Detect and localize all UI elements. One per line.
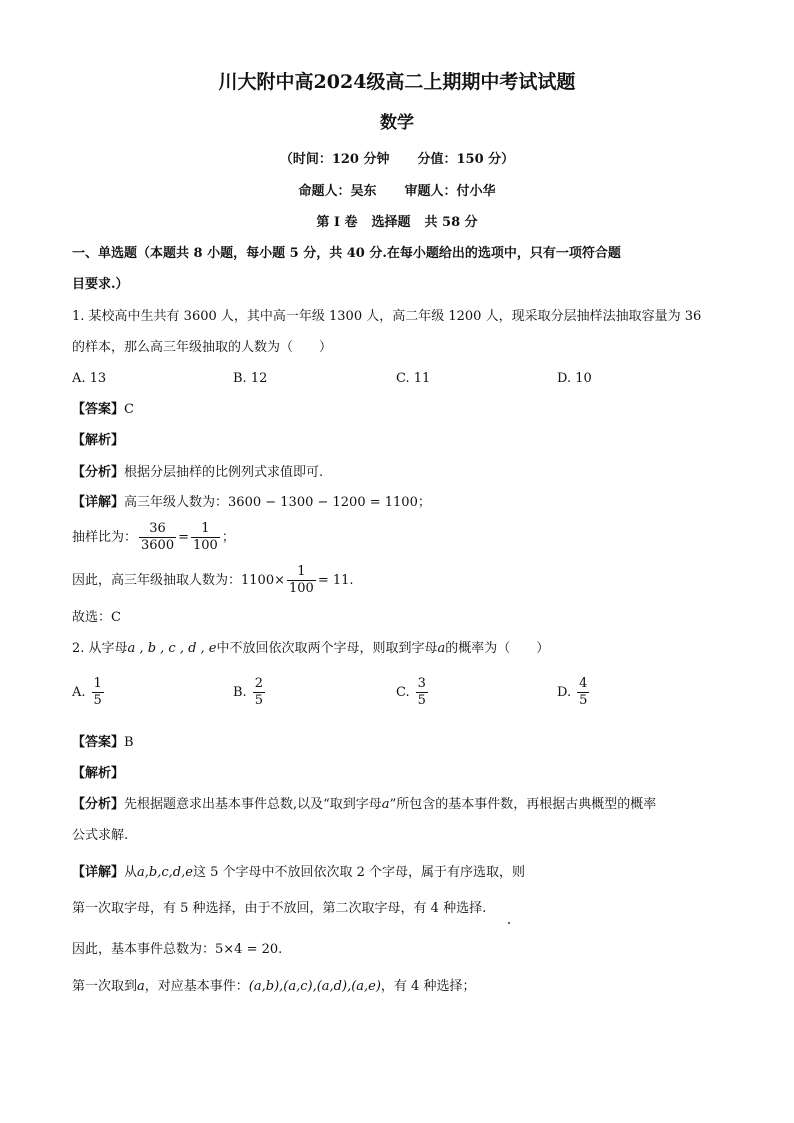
option-fraction	[92, 676, 104, 709]
q2-option-c	[396, 676, 428, 709]
subject-title: 数学	[380, 113, 414, 133]
q2-text-pre: 2. 从字母	[72, 641, 128, 656]
step3-math-a: 1100×	[241, 573, 285, 588]
q1-fenxi	[72, 464, 323, 482]
detail1-pre: 从	[124, 865, 138, 880]
option-fraction	[577, 676, 589, 709]
fenxi-text: 先根据题意求出基本事件总数,以及“取到字母	[124, 797, 382, 812]
time-info: （时间：120 分钟	[279, 152, 390, 167]
frac-denominator: 5	[254, 693, 263, 708]
fenxi-text: 根据分层抽样的比例列式求值即可.	[124, 465, 324, 480]
frac-denominator: 5	[579, 693, 588, 708]
q2-option-d	[557, 676, 589, 709]
q1-option-d: D. 10	[557, 371, 592, 386]
reviewer: 审题人：付小华	[404, 184, 496, 199]
fenxi-text-end: ”所包含的基本事件数，再根据古典概型的概率	[389, 797, 657, 812]
frac-numerator: 2	[254, 676, 263, 691]
option-fraction	[253, 676, 265, 709]
q1-analysis-tag: 【解析】	[72, 433, 125, 448]
frac-numerator: 4	[579, 676, 588, 691]
q2-option-b	[233, 676, 265, 709]
q2-text-post: 的概率为（ ）	[445, 641, 550, 656]
detail3-end: .	[278, 942, 283, 957]
q1-conclusion: 故选：C	[72, 610, 121, 625]
option-fraction	[416, 676, 428, 709]
step2-equals: =	[178, 530, 190, 545]
xiangjie-tag: 【详解】	[72, 865, 125, 880]
option-label: B.	[233, 685, 247, 700]
option-label: C.	[396, 685, 410, 700]
setter: 命题人：吴东	[298, 184, 377, 199]
answer-tag: 【答案】	[72, 402, 125, 417]
answer-value: C	[124, 402, 134, 417]
detail4-end: ，有 4 种选择；	[380, 979, 476, 994]
stray-dot	[508, 922, 510, 924]
step1-math: 3600 − 1300 − 1200 = 1100	[228, 495, 418, 510]
detail4-pre: 第一次取到	[72, 979, 138, 994]
q2-detail1	[72, 864, 525, 882]
frac-numerator: 1	[93, 676, 102, 691]
frac-numerator: 1	[297, 564, 306, 579]
answer-value: B	[124, 735, 134, 750]
fenxi-tag: 【分析】	[72, 797, 125, 812]
q1-text-line1: 1. 某校高中生共有 3600 人，其中高一年级 1300 人，高二年级 1200 人，现采取分层抽样法抽取容量为 36	[72, 309, 702, 324]
frac-denominator: 3600	[141, 538, 175, 553]
volume-total: 共 58 分	[424, 215, 478, 230]
option-label: A.	[72, 685, 86, 700]
q2-analysis-tag: 【解析】	[72, 766, 125, 781]
q2-detail4	[72, 978, 475, 996]
frac-denominator: 5	[93, 693, 102, 708]
authors-line	[0, 183, 794, 201]
step2-fraction-2	[191, 521, 220, 554]
frac-numerator: 3	[417, 676, 426, 691]
q2-text	[72, 640, 549, 658]
q1-step1	[72, 494, 431, 512]
exam-title: 川大附中高2024级高二上期期中考试试题	[218, 71, 576, 93]
q1-text-line2: 的样本，那么高三年级抽取的人数为（ ）	[72, 340, 333, 355]
q2-detail3	[72, 941, 282, 959]
detail4-math: (a,b),(a,c),(a,d),(a,e)	[248, 979, 381, 994]
q2-letter-a: a	[437, 641, 446, 656]
q2-text-mid: 中不放回依次取两个字母，则取到字母	[216, 641, 438, 656]
fenxi-tag: 【分析】	[72, 465, 125, 480]
detail3-pre: 因此，基本事件总数为：	[72, 942, 216, 957]
volume-label: 第 I 卷	[316, 215, 358, 230]
fenxi-letter: a	[381, 797, 390, 812]
detail1-letters: a,b,c,d,e	[137, 865, 193, 880]
frac-numerator: 1	[201, 521, 210, 536]
q1-option-a: A. 13	[72, 371, 107, 386]
step2-fraction-1	[139, 521, 176, 554]
detail4-mid: ，对应基本事件：	[144, 979, 249, 994]
xiangjie-tag: 【详解】	[72, 495, 125, 510]
step1-end: ；	[417, 495, 431, 510]
step1-text: 高三年级人数为：	[124, 495, 229, 510]
q1-answer	[72, 401, 134, 419]
detail1-post: 这 5 个字母中不放回依次取 2 个字母，属于有序选取，则	[192, 865, 526, 880]
q2-option-a	[72, 676, 104, 709]
detail3-math: 5×4 = 20	[215, 942, 279, 957]
step3-math-b: = 11.	[317, 573, 354, 588]
section-heading-line1: 一、单选题（本题共 8 小题，每小题 5 分，共 40 分.在每小题给出的选项中，只有一项符合题	[72, 246, 621, 261]
score-info: 分值：150 分）	[417, 152, 515, 167]
detail4-letter: a	[137, 979, 145, 994]
q2-fenxi-line1	[72, 796, 656, 814]
q2-detail2: 第一次取字母，有 5 种选择，由于不放回，第二次取字母，有 4 种选择.	[72, 901, 487, 916]
step2-end: ；	[221, 530, 235, 545]
frac-numerator: 36	[149, 521, 166, 536]
step2-text: 抽样比为：	[72, 530, 138, 545]
q2-answer	[72, 734, 134, 752]
answer-tag: 【答案】	[72, 735, 125, 750]
time-score-info	[0, 151, 794, 169]
option-label: D.	[557, 685, 572, 700]
q1-option-c: C. 11	[396, 371, 431, 386]
frac-denominator: 100	[193, 538, 218, 553]
q1-step3	[72, 563, 354, 599]
volume-line	[0, 214, 794, 232]
frac-denominator: 5	[417, 693, 426, 708]
step3-fraction	[287, 564, 316, 597]
frac-denominator: 100	[289, 581, 314, 596]
q1-step2	[72, 520, 235, 556]
step3-text: 因此，高三年级抽取人数为：	[72, 573, 242, 588]
q2-fenxi-line2: 公式求解.	[72, 828, 129, 843]
section-heading-line2: 目要求.）	[72, 277, 129, 292]
q2-letters: a , b , c , d , e	[127, 641, 217, 656]
volume-type: 选择题	[371, 215, 411, 230]
q1-option-b: B. 12	[233, 371, 268, 386]
